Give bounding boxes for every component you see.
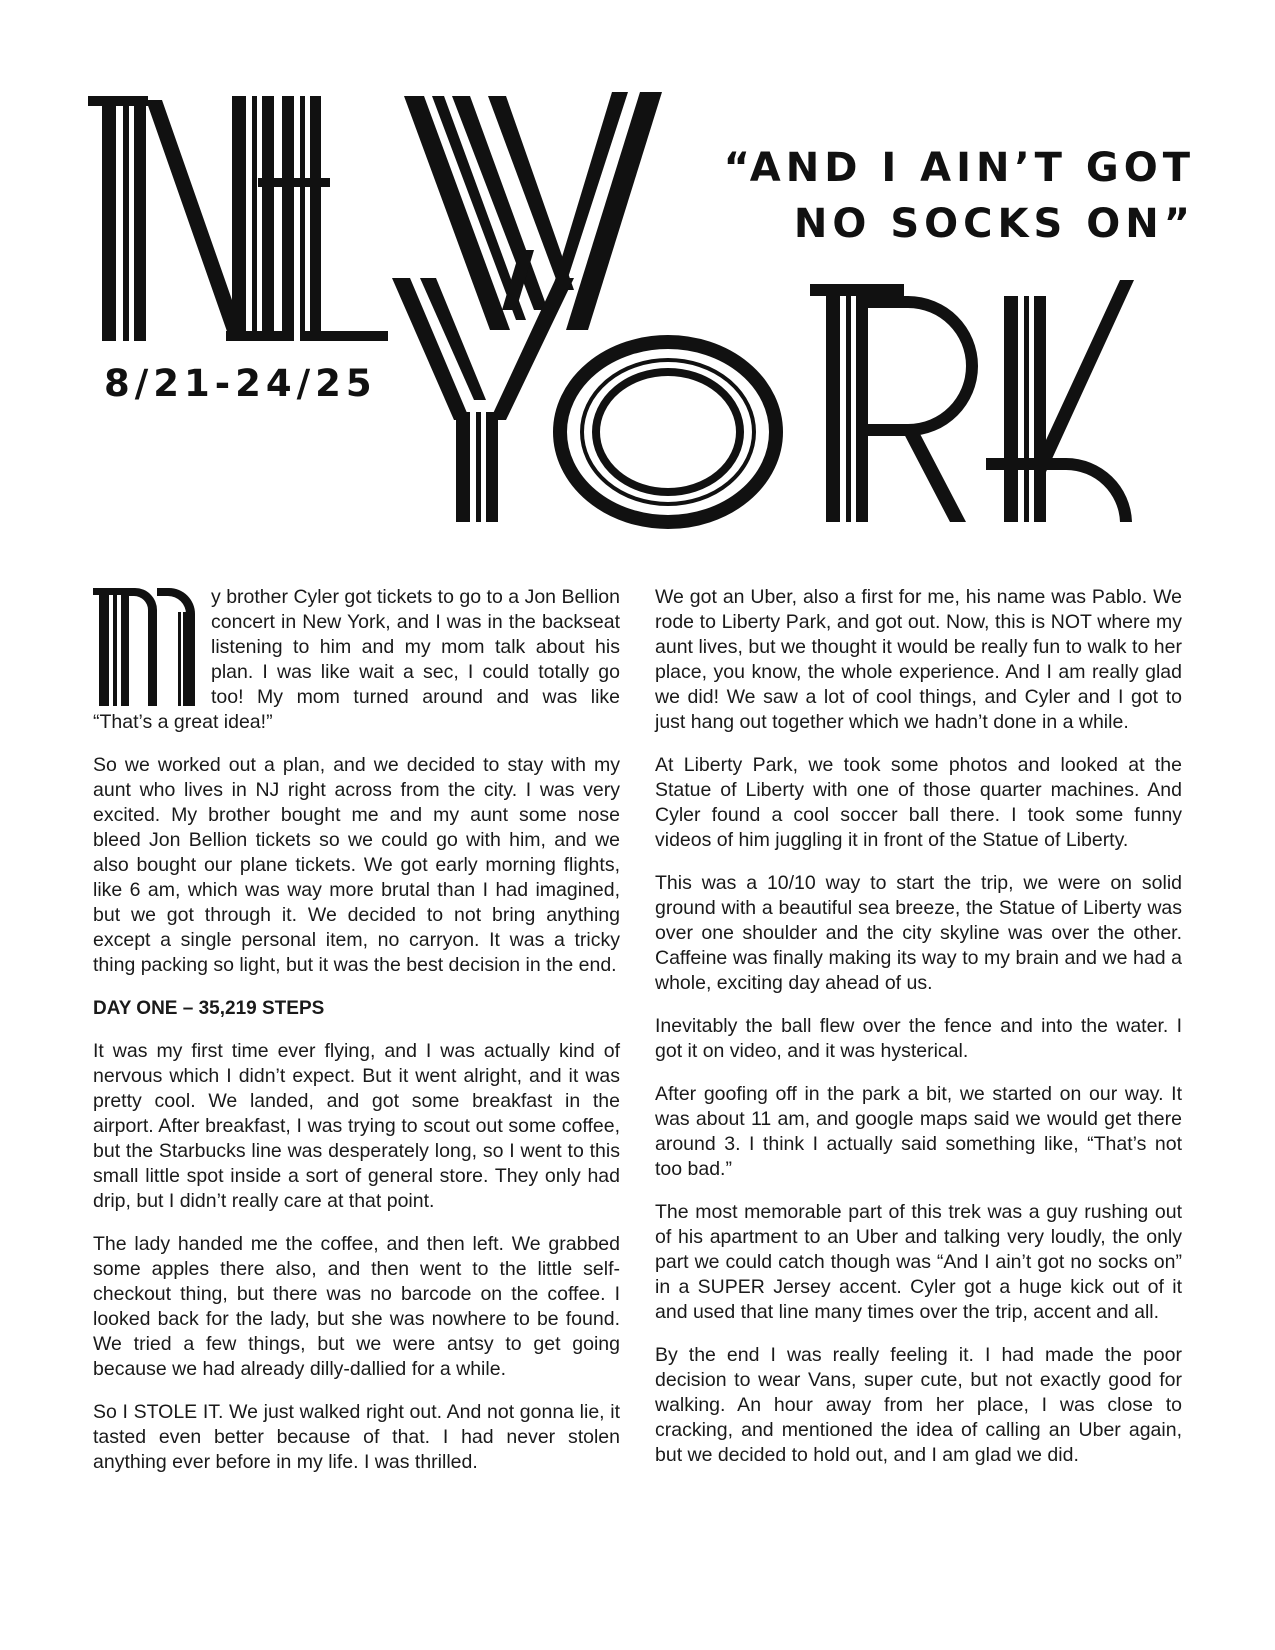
title-letter-w xyxy=(404,92,662,330)
left-column xyxy=(93,585,620,1493)
right-column xyxy=(655,585,1182,1486)
title-letter-e xyxy=(258,96,388,341)
left-paragraph-3: It was my first time ever flying, and I was actually kind of nervous which I didn’t expect. But it went alright, and it was pretty cool. We landed, and got some breakfast in the airport. After breakfast, I was trying to scout out some coffee, but the Starbucks line was desperately long, so I went to this small little spot inside a sort of general store. They only had drip, but I didn’t really care at that point. xyxy=(93,1040,620,1212)
right-paragraph-2: At Liberty Park, we took some photos and looked at the Statue of Liberty with one of those quarter machines. And Cyler found a cool soccer ball there. I took some funny videos of him juggling it in front of the Statue of Liberty. xyxy=(655,754,1182,851)
drop-cap-m xyxy=(93,588,199,706)
pull-quote-line-2: NO SOCKS ON” xyxy=(793,201,1195,247)
left-paragraph-4: The lady handed me the coffee, and then left. We grabbed some apples there also, and then went to the little self-checkout thing, but there was no barcode on the coffee. I looked back for the lady, but she was nowhere to be found. We tried a few things, but we were antsy to get going because we had already dilly-dallied for a while. xyxy=(93,1233,620,1380)
title-letter-o xyxy=(560,342,776,522)
right-paragraph-3: This was a 10/10 way to start the trip, we were on solid ground with a beautiful sea breeze, the Statue of Liberty was over one shoulder and the city skyline was over the other. Caffeine was finally making its way to my brain and we had a whole, exciting day ahead of us. xyxy=(655,872,1182,994)
title-letter-y xyxy=(392,278,574,522)
title-lettering xyxy=(0,0,1275,560)
trip-date: 8/21-24/25 xyxy=(104,362,377,405)
left-paragraph-2: So we worked out a plan, and we decided to stay with my aunt who lives in NJ right across from the city. I was very excited. My brother bought me and my aunt some nose bleed Jon Bellion tickets so we could go with him, and we also bought our plane tickets. We got early morning flights, like 6 am, which was way more brutal than I had imagined, but we got through it. We decided to not bring anything except a single personal item, no carryon. It was a tricky thing packing so light, but it was the best decision in the end. xyxy=(93,754,620,976)
right-paragraph-5: After goofing off in the park a bit, we started on our way. It was about 11 am, and google maps said we would get there around 3. I think I actually said something like, “That’s not too bad.” xyxy=(655,1083,1182,1180)
right-paragraph-6: The most memorable part of this trek was a guy rushing out of his apartment to an Uber and talking very loudly, the only part we could catch though was “And I ain’t got no socks on” in a SUPER Jersey accent. Cyler got a huge kick out of it and used that line many times over the trip, accent and all. xyxy=(655,1201,1182,1323)
title-letter-k xyxy=(986,280,1134,522)
right-paragraph-7: By the end I was really feeling it. I had made the poor decision to wear Vans, super cute, but not exactly good for walking. An hour away from her place, I was close to cracking, and mentioned the idea of calling an Uber again, but we decided to hold out, and I am glad we did. xyxy=(655,1344,1182,1466)
section-heading-day-one: DAY ONE – 35,219 STEPS xyxy=(93,998,325,1019)
left-paragraph-1: y brother Cyler got tickets to go to a Jon Bellion concert in New York, and I was in the backseat listening to him and my mom talk about his plan. I was like wait a sec, I could totally go too! My mom turned around and was like “That’s a great idea!” xyxy=(93,586,620,733)
pull-quote-line-1: “AND I AIN’T GOT xyxy=(723,145,1195,191)
right-paragraph-1: We got an Uber, also a first for me, his name was Pablo. We rode to Liberty Park, and got out. Now, this is NOT where my aunt lives, but we thought it would be really fun to walk to her place, you know, the whole experience. And I am really glad we did! We saw a lot of cool things, and Cyler and I got to just hang out together which we hadn’t done in a while. xyxy=(655,586,1182,733)
right-paragraph-4: Inevitably the ball flew over the fence and into the water. I got it on video, and it was hysterical. xyxy=(655,1015,1182,1062)
title-letter-n xyxy=(88,96,286,341)
title-word-new xyxy=(88,92,662,341)
pull-quote xyxy=(675,140,1195,252)
title-letter-r xyxy=(810,284,978,522)
left-paragraph-5: So I STOLE IT. We just walked right out. And not gonna lie, it tasted even better because of that. I had never stolen anything ever before in my life. I was thrilled. xyxy=(93,1401,620,1473)
